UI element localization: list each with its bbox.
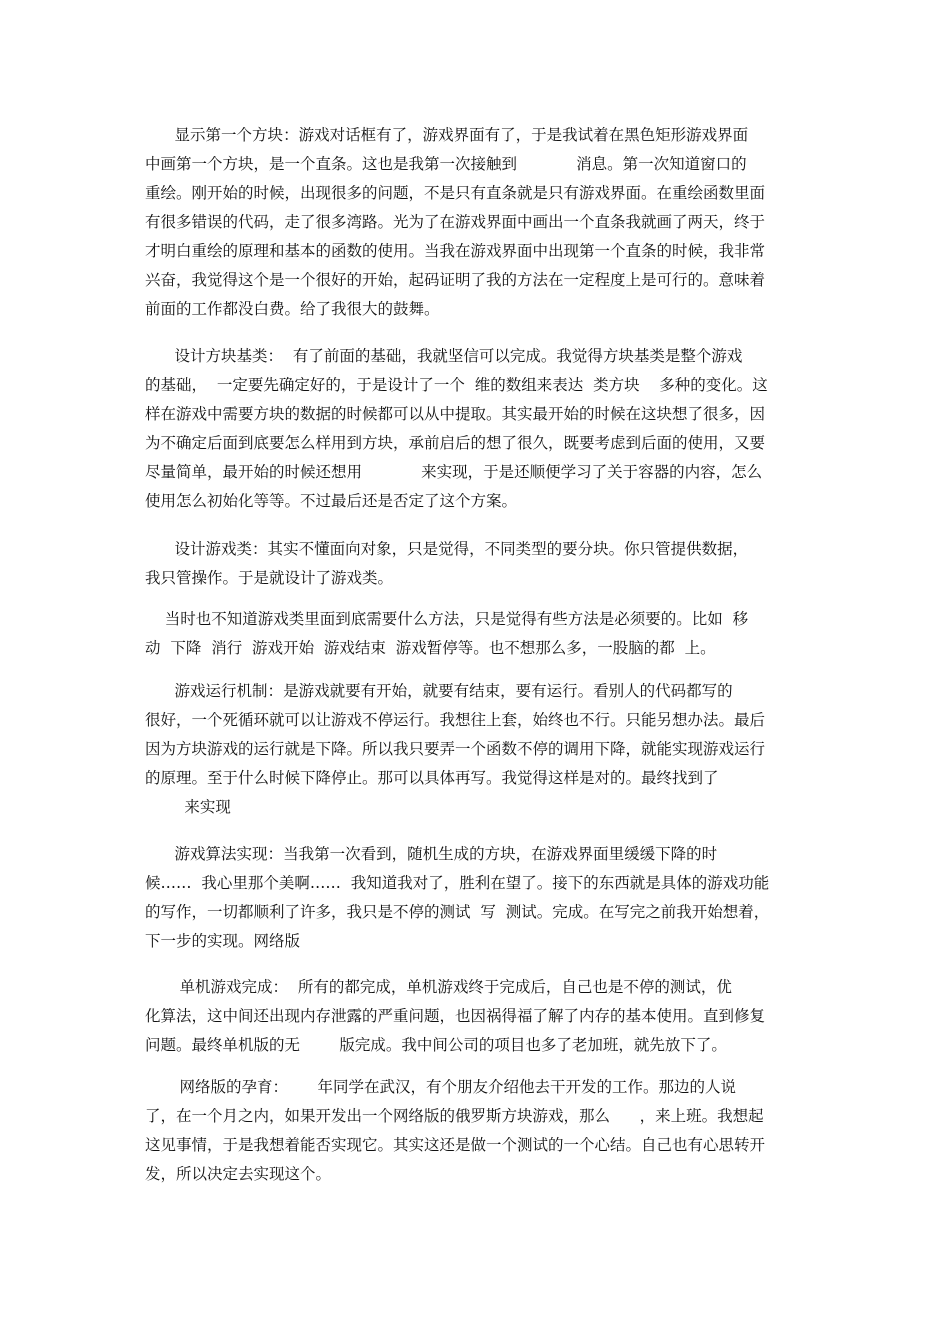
paragraph-block-base-class	[145, 342, 810, 516]
text-line: 前面的工作都没白费。给了我很大的鼓舞。	[145, 300, 440, 318]
text-line: 候…… 我心里那个美啊…… 我知道我对了，胜利在望了。接下的东西就是具体的游戏功能	[145, 874, 770, 892]
text-line: 游戏算法实现：当我第一次看到，随机生成的方块，在游戏界面里缓缓下降的时	[145, 845, 718, 863]
text-line: 尽量简单，最开始的时候还想用 来实现，于是还顺便学习了关于容器的内容，怎么	[145, 463, 763, 481]
text-line: 来实现	[145, 798, 231, 816]
text-line: 很好，一个死循环就可以让游戏不停运行。我想往上套，始终也不行。只能另想办法。最后	[145, 711, 766, 729]
paragraph-game-class	[145, 535, 810, 593]
paragraph-single-player-complete	[145, 973, 810, 1060]
text-line: 游戏运行机制：是游戏就要有开始，就要有结束，要有运行。看别人的代码都写的	[145, 682, 733, 700]
text-line: 动 下降 消行 游戏开始 游戏结束 游戏暂停等。也不想那么多，一股脑的都 上。	[145, 639, 716, 657]
text-line: 的写作，一切都顺利了许多，我只是不停的测试 写 测试。完成。在写完之前我开始想着，	[145, 903, 770, 921]
text-line: 问题。最终单机版的无 版完成。我中间公司的项目也多了老加班，就先放下了。	[145, 1036, 727, 1054]
text-line: 使用怎么初始化等等。不过最后还是否定了这个方案。	[145, 492, 518, 510]
text-line: 我只管操作。于是就设计了游戏类。	[145, 569, 394, 587]
text-line: 为不确定后面到底要怎么样用到方块，承前启后的想了很久，既要考虑到后面的使用，又要	[145, 434, 766, 452]
paragraph-game-run-mechanism	[145, 677, 810, 822]
text-line: 单机游戏完成： 所有的都完成，单机游戏终于完成后，自己也是不停的测试，优	[145, 978, 732, 996]
text-line: 网络版的孕育： 年同学在武汉，有个朋友介绍他去干开发的工作。那边的人说	[145, 1078, 737, 1096]
text-line: 当时也不知道游戏类里面到底需要什么方法，只是觉得有些方法是必须要的。比如 移	[145, 610, 749, 628]
text-line: 有很多错误的代码，走了很多湾路。光为了在游戏界面中画出一个直条我就画了两天，终于	[145, 213, 766, 231]
paragraph-game-class-methods	[145, 605, 810, 663]
text-line: 的原理。至于什么时候下降停止。那可以具体再写。我觉得这样是对的。最终找到了	[145, 769, 719, 787]
text-line: 设计方块基类： 有了前面的基础，我就坚信可以完成。我觉得方块基类是整个游戏	[145, 347, 743, 365]
text-line: 显示第一个方块：游戏对话框有了，游戏界面有了，于是我试着在黑色矩形游戏界面	[145, 126, 749, 144]
paragraph-display-first-block	[145, 121, 810, 324]
text-line: 中画第一个方块，是一个直条。这也是我第一次接触到 消息。第一次知道窗口的	[145, 155, 747, 173]
text-line: 重绘。刚开始的时候，出现很多的问题，不是只有直条就是只有游戏界面。在重绘函数里面	[145, 184, 766, 202]
text-line: 设计游戏类：其实不懂面向对象，只是觉得，不同类型的要分块。你只管提供数据，	[145, 540, 749, 558]
text-line: 兴奋，我觉得这个是一个很好的开始，起码证明了我的方法在一定程度上是可行的。意味着	[145, 271, 766, 289]
text-line: 因为方块游戏的运行就是下降。所以我只要弄一个函数不停的调用下降，就能实现游戏运行	[145, 740, 766, 758]
text-line: 才明白重绘的原理和基本的函数的使用。当我在游戏界面中出现第一个直条的时候，我非常	[145, 242, 766, 260]
text-line: 这见事情，于是我想着能否实现它。其实这还是做一个测试的一个心结。自己也有心思转开	[145, 1136, 766, 1154]
paragraph-game-algorithm	[145, 840, 810, 956]
text-line: 下一步的实现。网络版	[145, 932, 301, 950]
text-line: 发，所以决定去实现这个。	[145, 1165, 332, 1183]
text-line: 的基础， 一定要先确定好的，于是设计了一个 维的数组来表达 类方块 多种的变化。这	[145, 376, 768, 394]
text-line: 样在游戏中需要方块的数据的时候都可以从中提取。其实最开始的时候在这块想了很多，因	[145, 405, 766, 423]
text-line: 化算法，这中间还出现内存泄露的严重问题，也因祸得福了解了内存的基本使用。直到修复	[145, 1007, 766, 1025]
text-line: 了，在一个月之内，如果开发出一个网络版的俄罗斯方块游戏，那么 ，来上班。我想起	[145, 1107, 764, 1125]
paragraph-network-version	[145, 1073, 810, 1189]
